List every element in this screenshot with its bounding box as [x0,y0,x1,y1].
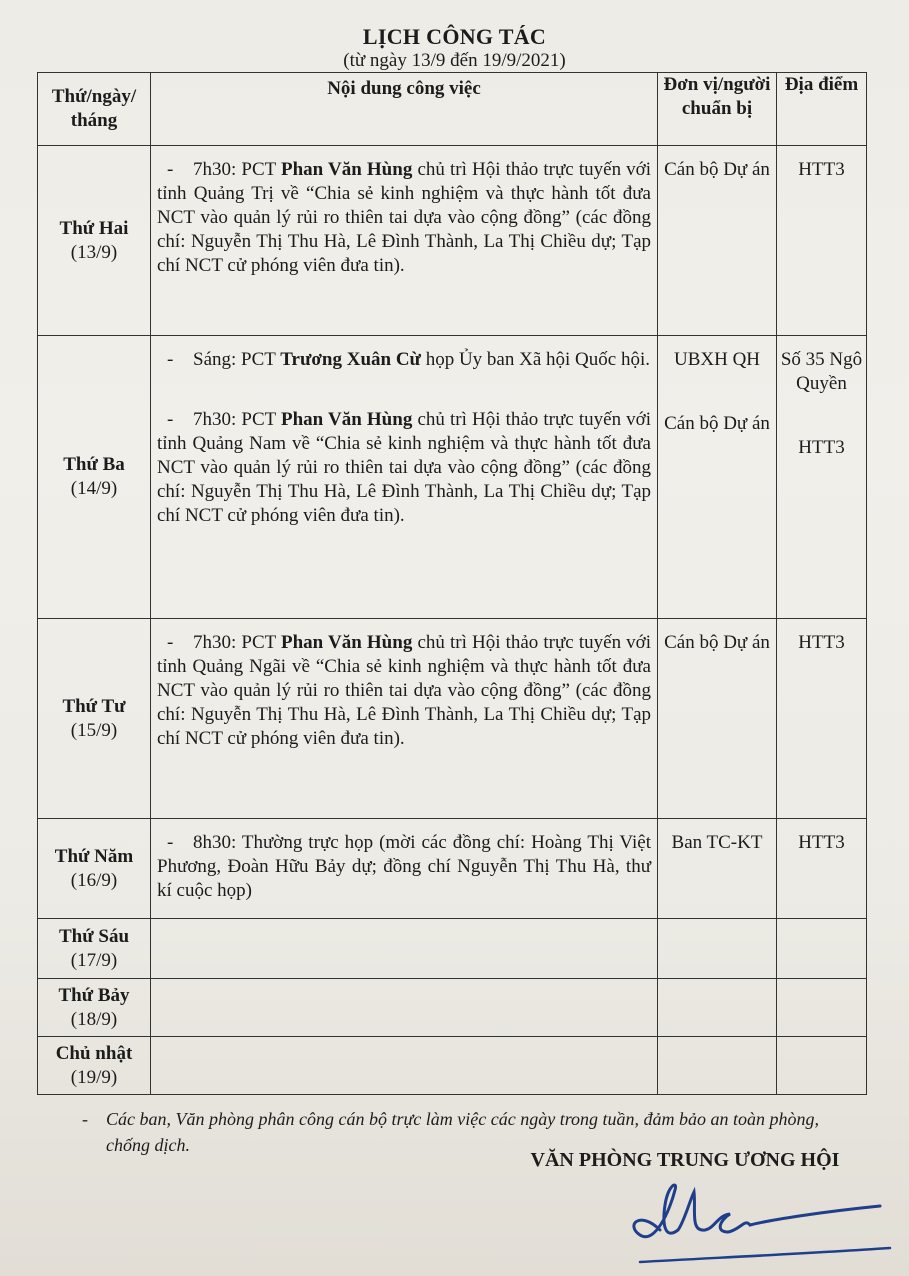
place-cell [777,1037,867,1095]
day-cell [38,979,151,1037]
entry-time: 7h30: PCT [193,409,281,430]
footnote-text: Các ban, Văn phòng phân công cán bộ trực làm việc các ngày trong tuần, đảm bảo an toàn phòng, chống dịch. [106,1109,820,1155]
entry-unit: Cán bộ Dự án [664,413,770,434]
entry-place: Số 35 Ngô Quyền [780,349,863,394]
entry-person: Phan Văn Hùng [281,632,413,653]
unit-cell [658,1037,777,1095]
schedule-entry [157,158,651,278]
header-day: Thứ/ngày/ tháng [38,73,151,146]
entry-time: 7h30: PCT [193,159,281,180]
place-cell [777,979,867,1037]
content-cell [151,819,658,919]
unit-cell [658,979,777,1037]
place-cell [777,146,867,336]
day-date: (13/9) [70,241,118,263]
day-cell [38,1037,151,1095]
content-cell [151,336,658,619]
day-cell [38,146,151,336]
day-name: Thứ Ba [63,454,125,475]
day-date: (17/9) [70,949,118,971]
place-cell [777,919,867,979]
day-name: Thứ Tư [62,695,126,717]
entry-unit: Ban TC-KT [671,832,763,853]
content-cell [151,979,658,1037]
table-row [38,146,867,336]
schedule-entry [157,408,651,528]
day-date: (15/9) [70,719,118,741]
day-date: (16/9) [70,869,118,891]
entry-text: chủ trì Hội thảo trực tuyến với tỉnh Quảng Ngãi về “Chia sẻ kinh nghiệm và thực hành tốt đưa NCT vào quản lý rủi ro thiên tai dựa vào cộng đồng” (các đồng chí: Nguyễn Thị Thu Hà, Lê Đình Thành, La Thị Chiều dự; Tạp chí NCT cử phóng viên đưa tin). [157,632,651,749]
entry-place: HTT3 [798,632,845,653]
unit-cell [658,336,777,619]
place-cell [777,819,867,919]
day-cell [38,919,151,979]
entry-place: HTT3 [798,437,845,458]
unit-cell [658,619,777,819]
entry-person: Phan Văn Hùng [281,409,413,430]
content-cell [151,146,658,336]
organization-name: VĂN PHÒNG TRUNG ƯƠNG HỘI [530,1149,840,1171]
table-row [38,919,867,979]
day-name: Thứ Sáu [58,925,130,947]
table-row [38,1037,867,1095]
entry-bullet: - [167,349,174,370]
content-cell [151,619,658,819]
table-row [38,819,867,919]
table-row [38,619,867,819]
schedule-rows [38,146,867,1095]
day-cell [38,619,151,819]
signature [620,1170,909,1270]
entry-bullet: - [167,159,174,180]
schedule-table [37,72,867,1095]
entry-time: Sáng: PCT [193,349,281,370]
schedule-entry [157,831,651,903]
entry-text: họp Ủy ban Xã hội Quốc hội. [420,349,650,370]
table-row [38,979,867,1037]
table-header-row [38,73,867,146]
schedule-entry [157,348,651,372]
day-date: (19/9) [70,1066,118,1088]
day-name: Thứ Hai [59,217,129,239]
entry-unit: Cán bộ Dự án [664,632,770,653]
entry-bullet: - [167,832,174,853]
entry-person: Trương Xuân Cừ [280,349,421,370]
entry-time: 8h30: Thường trực họp (mời các đồng chí: Hoàng Thị Việt Phương, Đoàn Hữu Bảy dự; đồng chí Nguyễn Thị Thu Hà, thư kí cuộc họp) [157,832,651,901]
entry-place: HTT3 [798,159,845,180]
table-row [38,336,867,619]
entry-text: chủ trì Hội thảo trực tuyến với tỉnh Quảng Trị về “Chia sẻ kinh nghiệm và thực hành tốt đưa NCT vào quản lý rủi ro thiên tai dựa vào cộng đồng” (các đồng chí: Nguyễn Thị Thu Hà, Lê Đình Thành, La Thị Chiều dự; Tạp chí NCT cử phóng viên đưa tin). [157,159,651,276]
document-title: LỊCH CÔNG TÁC [362,24,547,49]
footnote-bullet: - [82,1109,88,1129]
day-cell [38,819,151,919]
entry-unit: Cán bộ Dự án [664,159,770,180]
entry-bullet: - [167,632,174,653]
content-cell [151,919,658,979]
header-place: Địa điểm [777,73,867,146]
entry-place: HTT3 [798,832,845,853]
day-name: Chủ nhật [55,1042,133,1064]
entry-person: Phan Văn Hùng [281,159,413,180]
entry-unit: UBXH QH [673,349,761,370]
schedule-entry [157,631,651,751]
unit-cell [658,146,777,336]
unit-cell [658,919,777,979]
unit-cell [658,819,777,919]
place-cell [777,336,867,619]
entry-time: 7h30: PCT [193,632,281,653]
day-cell [38,336,151,619]
day-date: (14/9) [70,478,118,499]
header-content: Nội dung công việc [151,73,658,146]
day-date: (18/9) [70,1008,118,1030]
header-unit: Đơn vị/người chuẩn bị [658,73,777,146]
day-name: Thứ Bảy [58,984,130,1006]
day-name: Thứ Năm [54,845,134,867]
place-cell [777,619,867,819]
entry-text: chủ trì Hội thảo trực tuyến với tỉnh Quảng Nam về “Chia sẻ kinh nghiệm và thực hành tốt đưa NCT vào quản lý rủi ro thiên tai dựa vào cộng đồng” (các đồng chí: Nguyễn Thị Thu Hà, Lê Đình Thành, La Thị Chiều dự; Tạp chí NCT cử phóng viên đưa tin). [157,409,651,526]
content-cell [151,1037,658,1095]
document-subtitle: (từ ngày 13/9 đến 19/9/2021) [343,50,566,71]
entry-bullet: - [167,409,174,430]
